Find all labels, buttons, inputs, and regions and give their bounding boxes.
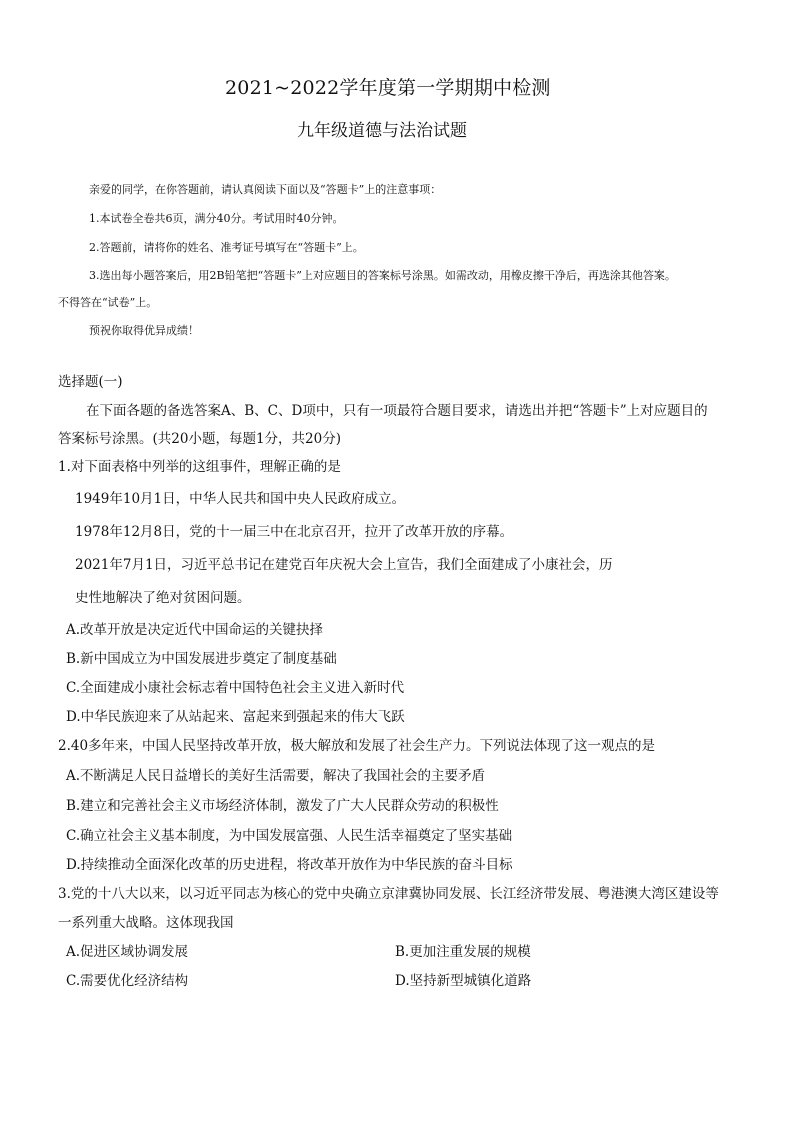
- event-row: 2021年7月1日，习近平总书记在建党百年庆祝大会上宣告，我们全面建成了小康社会，历: [75, 557, 613, 573]
- option-d: D.持续推动全面深化改革的历史进程，将改革开放作为中华民族的奋斗目标: [66, 857, 513, 873]
- option-b: B.建立和完善社会主义市场经济体制，激发了广大人民群众劳动的积极性: [66, 798, 499, 814]
- exam-title: 2021~2022学年度第一学期期中检测: [225, 77, 551, 99]
- notice-wish: 预祝你取得优异成绩！: [89, 324, 199, 337]
- event-row-continued: 史性地解决了绝对贫困问题。: [75, 590, 251, 606]
- option-a: A.不断满足人民日益增长的美好生活需要，解决了我国社会的主要矛盾: [66, 768, 486, 784]
- option-b: B.更加注重发展的规模: [395, 944, 531, 960]
- question-stem-line-2: 一系列重大战略。这体现我国: [58, 915, 234, 931]
- question-stem: 1.对下面表格中列举的这组事件，理解正确的是: [58, 459, 341, 475]
- option-d: D.中华民族迎来了从站起来、富起来到强起来的伟大飞跃: [66, 709, 405, 725]
- option-b: B.新中国成立为中国发展进步奠定了制度基础: [66, 651, 337, 667]
- option-d: D.坚持新型城镇化道路: [395, 973, 532, 989]
- option-a: A.改革开放是决定近代中国命运的关键抉择: [66, 622, 324, 638]
- section-heading: 选择题(一): [58, 374, 123, 390]
- option-a: A.促进区域协调发展: [66, 944, 189, 960]
- option-c: C.确立社会主义基本制度，为中国发展富强、人民生活幸福奠定了坚实基础: [66, 828, 513, 844]
- notice-item-3-line-2: 不得答在“试卷”上。: [58, 296, 158, 309]
- notice-item-2: 2.答题前，请将你的姓名、准考证号填写在“答题卡”上。: [89, 241, 364, 254]
- question-stem-line-1: 3.党的十八大以来，以习近平同志为核心的党中央确立京津冀协同发展、长江经济带发展、粤港澳大湾区建设等: [58, 886, 719, 902]
- exam-subtitle: 九年级道德与法治试题: [297, 121, 467, 141]
- section-instruction-line-1: 在下面各题的备选答案A、B、C、D项中，只有一项最符合题目要求，请选出并把“答题卡”上对应题目的: [86, 403, 708, 419]
- notice-intro: 亲爱的同学，在你答题前，请认真阅读下面以及“答题卡”上的注意事项：: [89, 183, 442, 196]
- notice-item-3-line-1: 3.选出每小题答案后，用2B铅笔把“答题卡”上对应题目的答案标号涂黑。如需改动，用橡皮擦干净后，再选涂其他答案。: [89, 269, 676, 282]
- event-row: 1978年12月8日，党的十一届三中在北京召开，拉开了改革开放的序幕。: [75, 524, 514, 540]
- notice-item-1: 1.本试卷全卷共6页，满分40分。考试用时40分钟。: [89, 212, 344, 225]
- question-stem: 2.40多年来，中国人民坚持改革开放，极大解放和发展了社会生产力。下列说法体现了这一观点的是: [58, 738, 656, 754]
- event-row: 1949年10月1日，中华人民共和国中央人民政府成立。: [75, 491, 406, 507]
- option-c: C.需要优化经济结构: [66, 973, 189, 989]
- option-c: C.全面建成小康社会标志着中国特色社会主义进入新时代: [66, 680, 405, 696]
- section-instruction-line-2: 答案标号涂黑。(共20小题，每题1分，共20分): [58, 431, 341, 447]
